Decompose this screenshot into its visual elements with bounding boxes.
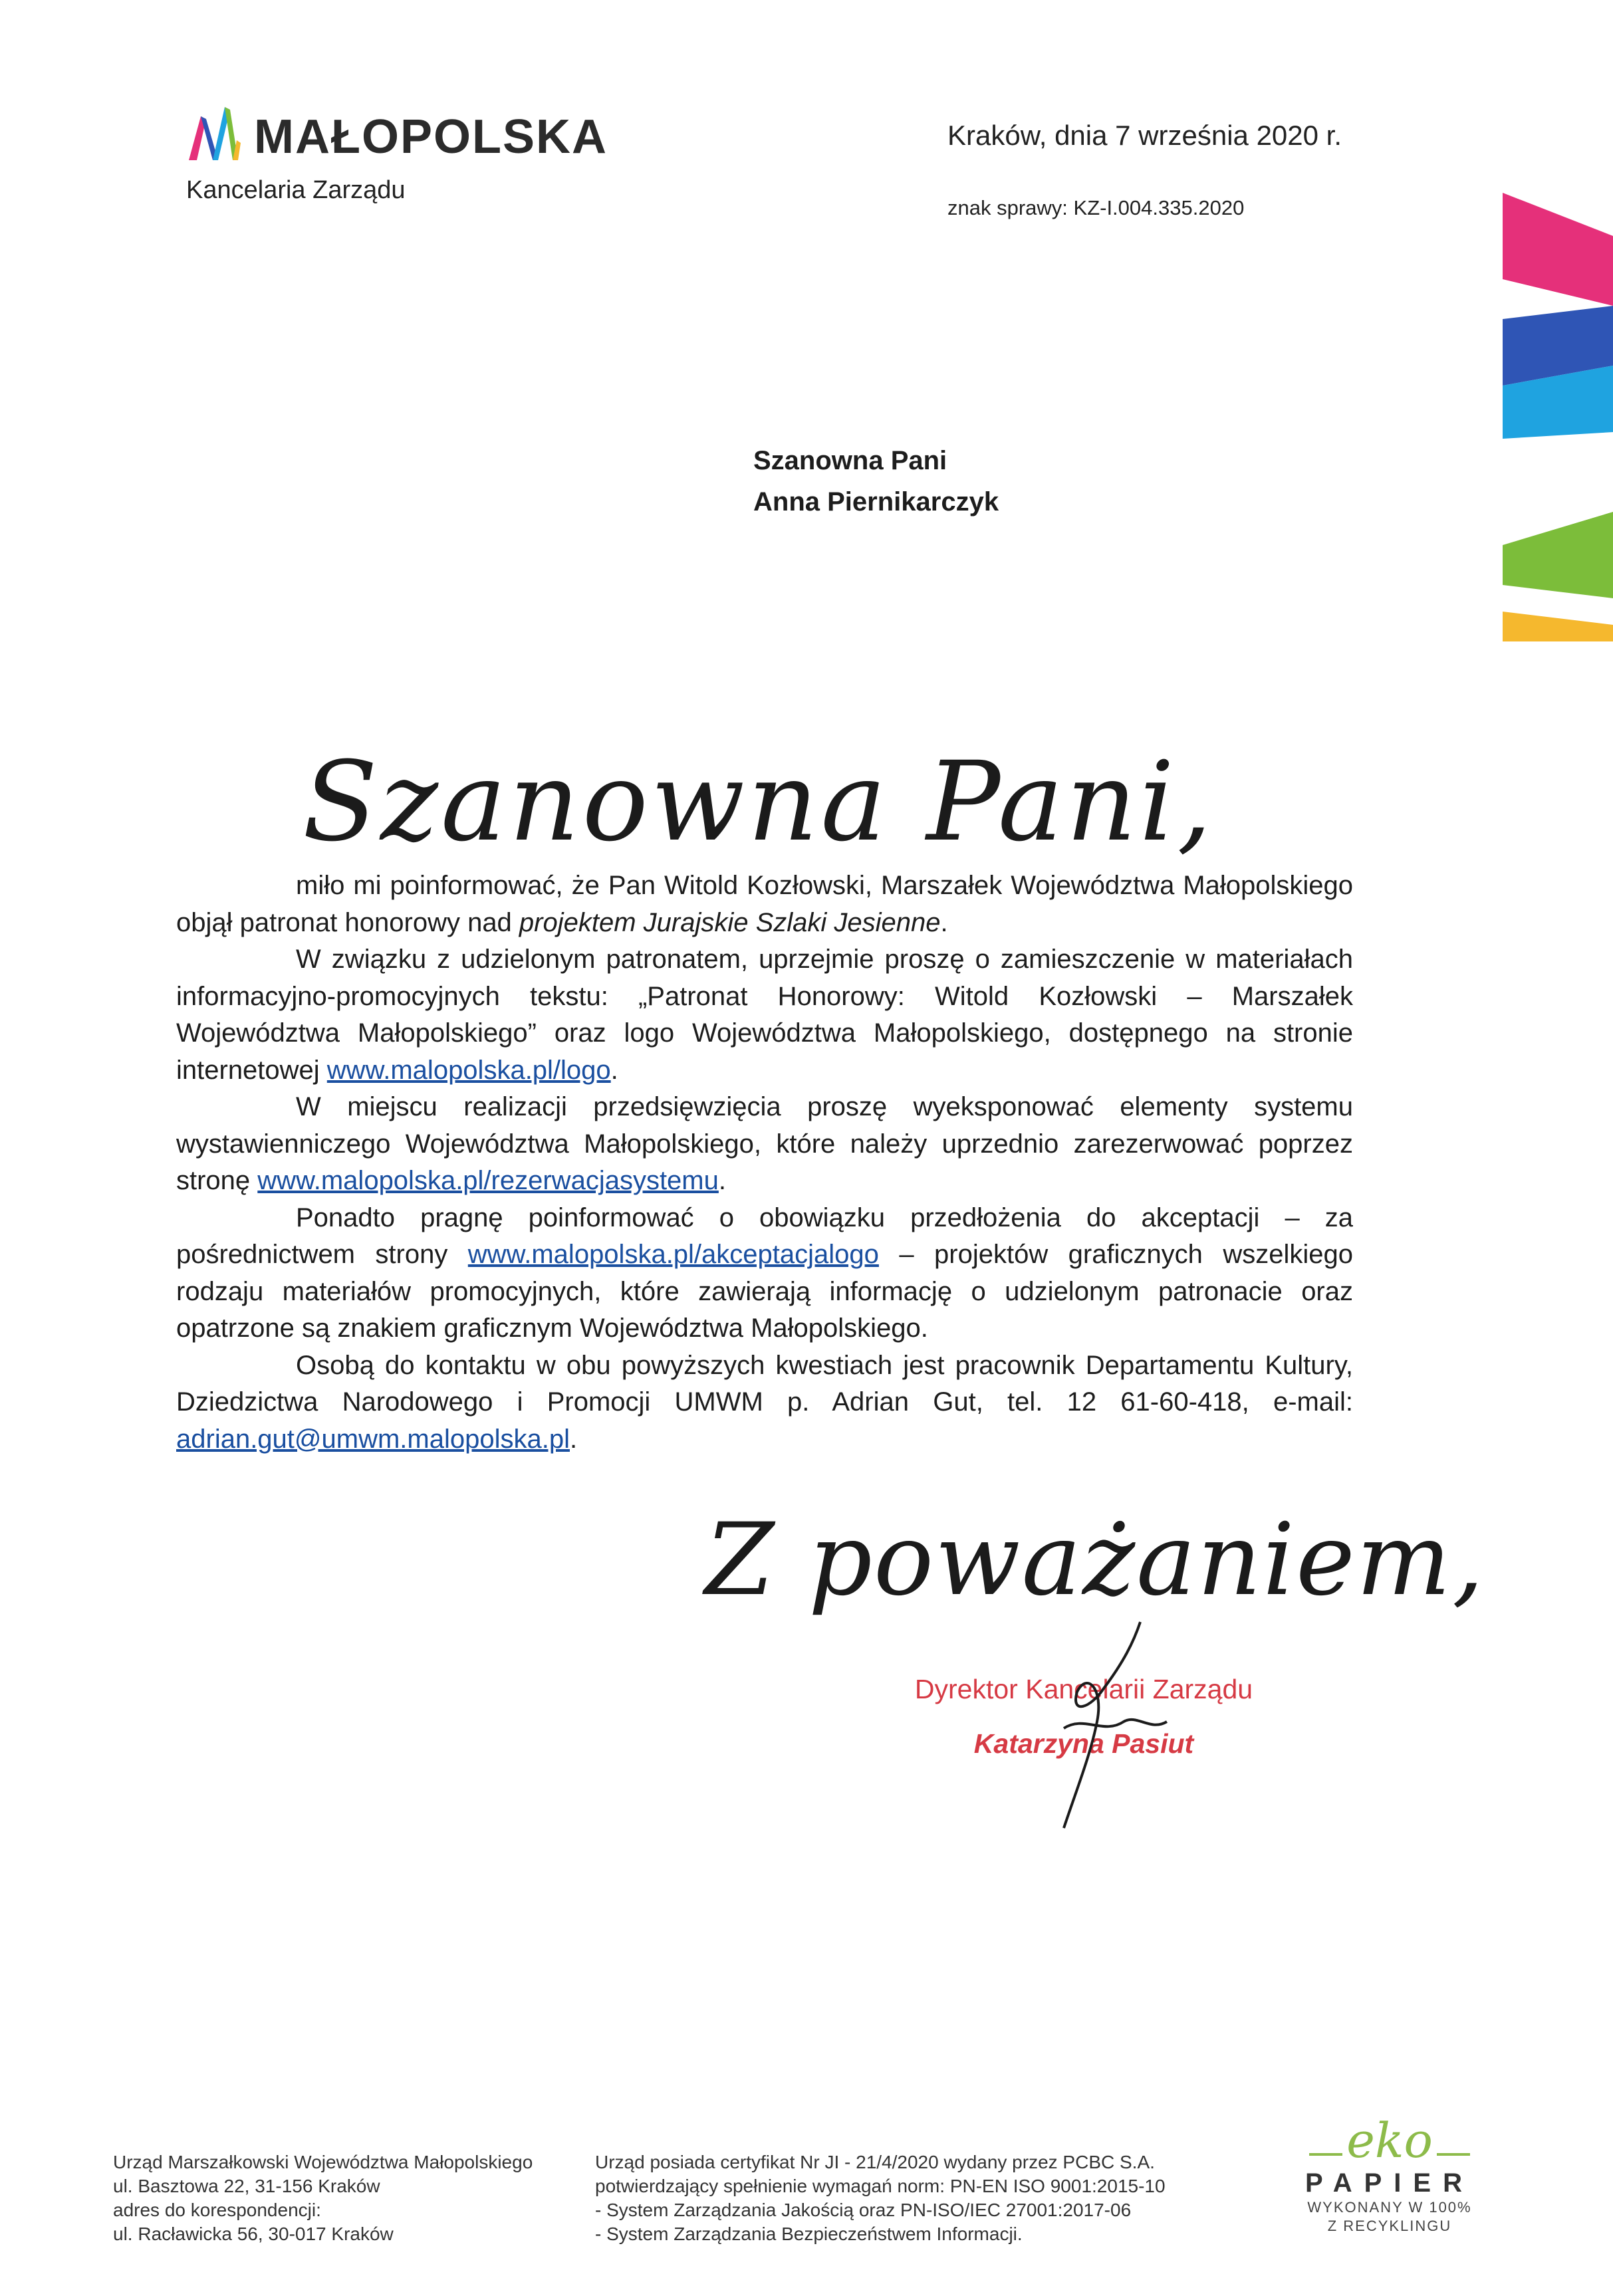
handwritten-closing: Z poważaniem, — [705, 1502, 1485, 1618]
malopolska-m-icon — [186, 96, 253, 170]
case-reference: znak sprawy: KZ-I.004.335.2020 — [947, 196, 1245, 219]
papier-label: PAPIER — [1305, 2168, 1474, 2198]
eko-paper-badge: eko PAPIER WYKONANY W 100% Z RECYKLINGU — [1283, 2113, 1496, 2236]
logo-link[interactable]: www.malopolska.pl/logo — [326, 1055, 611, 1085]
place-date: Kraków, dnia 7 września 2020 r. — [947, 120, 1342, 151]
paragraph-5: Osobą do kontaktu w obu powyższych kwestiach jest pracownik Departamentu Kultury, Dziedzictwa Narodowego i Promocji UMWM p. Adrian Gut, tel. 12 61-60-418, e-mail: adrian.gut@umwm.malopolska.pl. — [176, 1350, 1353, 1454]
logo-wordmark: MAŁOPOLSKA — [254, 110, 608, 164]
footer-address: Urząd Marszałkowski Województwa Małopolskiego ul. Basztowa 22, 31-156 Kraków adres do korespondencji: ul. Racławicka 56, 30-017 Kraków — [113, 2152, 533, 2244]
decorative-stripes — [1503, 186, 1613, 651]
addressee-line-1: Szanowna Pani — [753, 446, 947, 475]
contact-email-link[interactable]: adrian.gut@umwm.malopolska.pl — [176, 1424, 570, 1454]
signature-mark — [1024, 1615, 1197, 1835]
paragraph-1: miło mi poinformować, że Pan Witold Kozłowski, Marszałek Województwa Małopolskiego objął patronat honorowy nad projektem Jurajskie Szlaki Jesienne. — [176, 871, 1353, 937]
addressee — [753, 440, 999, 522]
eko-word: eko — [1346, 2113, 1433, 2168]
project-name: projektem Jurajskie Szlaki Jesienne — [519, 907, 941, 937]
paragraph-4: Ponadto pragnę poinformować o obowiązku przedłożenia do akceptacji – za pośrednictwem strony www.malopolska.pl/akceptacjalogo – projektów graficznych wszelkiego rodzaju materiałów promocyjnych, które zawierają informację o udzielonym patronacie oraz opatrzone są znakiem graficznym Województwa Małopolskiego. — [176, 1203, 1354, 1343]
stamp-name: Katarzyna Pasiut — [973, 1728, 1194, 1759]
department-name: Kancelaria Zarządu — [186, 176, 406, 204]
footer-certification: Urząd posiada certyfikat Nr JI - 21/4/2020 wydany przez PCBC S.A. potwierdzający spełnienie wymagań norm: PN-EN ISO 9001:2015-10 - System Zarządzania Jakością oraz PN-ISO/IEC 27001:2017-06 - System Zarządzania Bezpieczeństwem Informacji. — [595, 2152, 1166, 2244]
reservation-link[interactable]: www.malopolska.pl/rezerwacjasystemu — [257, 1166, 719, 1195]
letter-body — [176, 867, 1353, 1458]
paragraph-2: W związku z udzielonym patronatem, uprzejmie proszę o zamieszczenie w materiałach informacyjno-promocyjnych tekstu: „Patronat Honorowy: Witold Kozłowski – Marszałek Województwa Małopolskiego” oraz logo Województwa Małopolskiego, dostępnego na stronie internetowej www.malopolska.pl/logo. — [176, 945, 1353, 1085]
addressee-name: Anna Piernikarczyk — [753, 487, 999, 517]
handwritten-salutation: Szanowna Pani, — [303, 738, 1215, 865]
stamp-title: Dyrektor Kancelarii Zarządu — [914, 1674, 1253, 1704]
paragraph-3: W miejscu realizacji przedsięwzięcia proszę wyeksponować elementy systemu wystawienniczego Województwa Małopolskiego, które należy uprzednio zarezerwować poprzez stronę www.malopolska.pl/rezerwacjasystemu. — [176, 1092, 1353, 1195]
malopolska-logo — [186, 96, 608, 170]
acceptance-link[interactable]: www.malopolska.pl/akceptacjalogo — [467, 1240, 879, 1269]
